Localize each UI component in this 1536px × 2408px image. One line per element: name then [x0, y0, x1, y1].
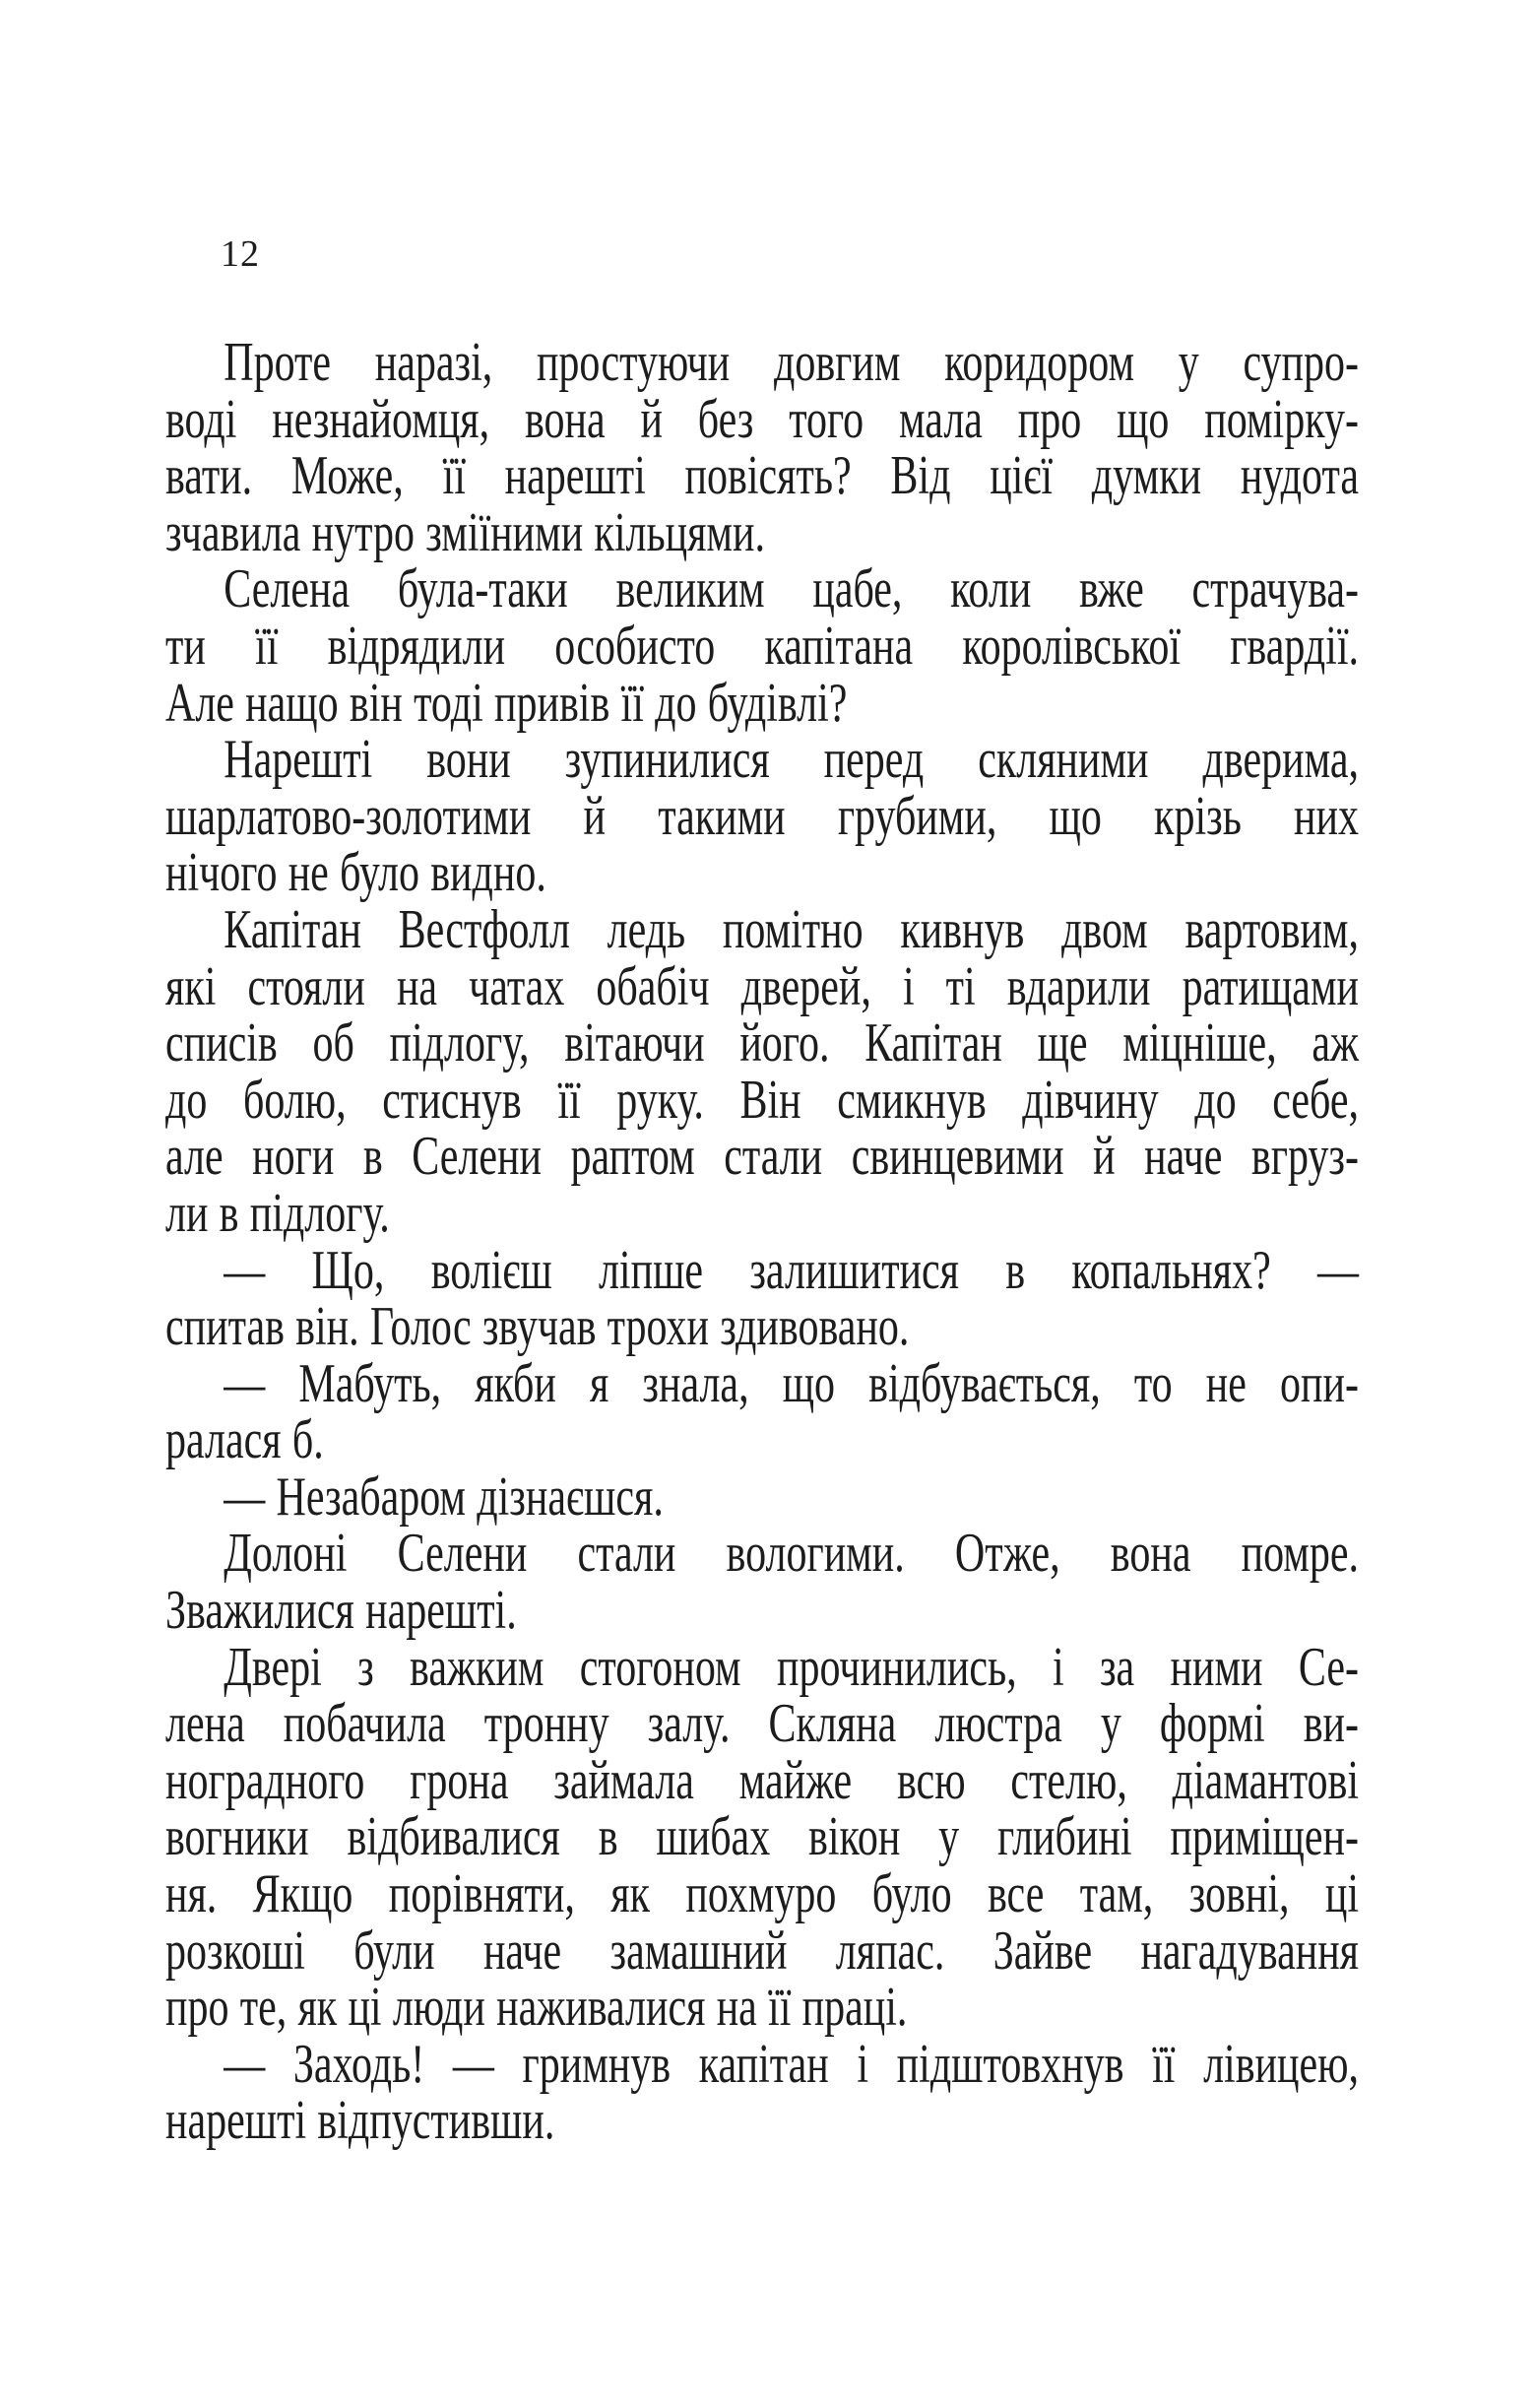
text-line: про те, як ці люди наживалися на її праці.: [165, 1977, 908, 2039]
text-line: Капітан Вестфолл ледь помітно кивнув двом вартовим,: [224, 898, 1359, 960]
text-line: спитав він. Голос звучав трохи здивовано.: [165, 1296, 910, 1358]
paragraph: [165, 729, 1359, 904]
text-line: до болю, стиснув її руку. Він смикнув дівчину до себе,: [165, 1069, 1359, 1131]
text-line: списів об підлогу, вітаючи його. Капітан ще міцніше, аж: [165, 1012, 1359, 1074]
text-line: які стояли на чатах обабіч дверей, і ті вдарили ратищами: [165, 955, 1359, 1017]
text-line: але ноги в Селени раптом стали свинцевими й наче вгруз-: [165, 1126, 1359, 1188]
text-line: зчавила нутро зміїними кільцями.: [165, 501, 765, 563]
text-line: — Що, волієш ліпше залишитися в копальнях? —: [224, 1239, 1359, 1301]
text-line: — Мабуть, якби я знала, що відбувається, то не опи-: [224, 1352, 1359, 1414]
page-number: 12: [221, 233, 260, 275]
paragraph: [165, 332, 1359, 563]
paragraph: [165, 1239, 1359, 1358]
text-line: Двері з важким стогоном прочинились, і за ними Се-: [224, 1636, 1359, 1698]
paragraph: [165, 898, 1359, 1244]
paragraph: [165, 1636, 1359, 2039]
text-line: вати. Може, її нарешті повісять? Від цієї думки нудота: [165, 445, 1359, 507]
paragraph: [165, 558, 1359, 734]
text-line: Зважилися нарешті.: [165, 1580, 517, 1642]
text-line: розкоші були наче замашний ляпас. Зайве нагадування: [165, 1920, 1359, 1982]
text-line: ли в підлогу.: [165, 1182, 390, 1244]
text-line: вогники відбивалися в шибах вікон у глибині приміщен-: [165, 1806, 1359, 1868]
text-line: Долоні Селени стали вологими. Отже, вона помре.: [224, 1523, 1359, 1585]
text-line: ралася б.: [165, 1409, 324, 1471]
paragraph: [165, 1352, 1359, 1471]
paragraph: [165, 1465, 1359, 1528]
text-line: шарлатово-золотими й такими грубими, що крізь них: [165, 785, 1359, 847]
text-line: нічого не було видно.: [165, 842, 546, 904]
text-line: Проте наразі, простуючи довгим коридором у супро-: [224, 332, 1359, 393]
text-line: Але нащо він тоді привів її до будівлі?: [165, 672, 848, 734]
text-line: ня. Якщо порівняти, як похмуро було все там, зовні, ці: [165, 1863, 1359, 1925]
text-line: — Незабаром дізнаєшся.: [224, 1465, 664, 1528]
text-line: нарешті відпустивши.: [165, 2090, 555, 2152]
text-line: — Заходь! — гримнув капітан і підштовхнув її лівицею,: [224, 2033, 1359, 2095]
text-line: лена побачила тронну залу. Скляна люстра у формі ви-: [165, 1693, 1359, 1755]
paragraph: [165, 1523, 1359, 1642]
text-line: ти її відрядили особисто капітана королівської гвардії.: [165, 615, 1359, 677]
text-line: Нарешті вони зупинилися перед скляними дверима,: [224, 729, 1359, 791]
text-line: Селена була-таки великим цабе, коли вже страчува-: [224, 558, 1359, 620]
text-line: ноградного грона займала майже всю стелю, діамантові: [165, 1749, 1359, 1811]
text-line: воді незнайомця, вона й без того мала про що помірку-: [165, 388, 1359, 450]
text-block: [165, 332, 1359, 2152]
paragraph: [165, 2033, 1359, 2152]
